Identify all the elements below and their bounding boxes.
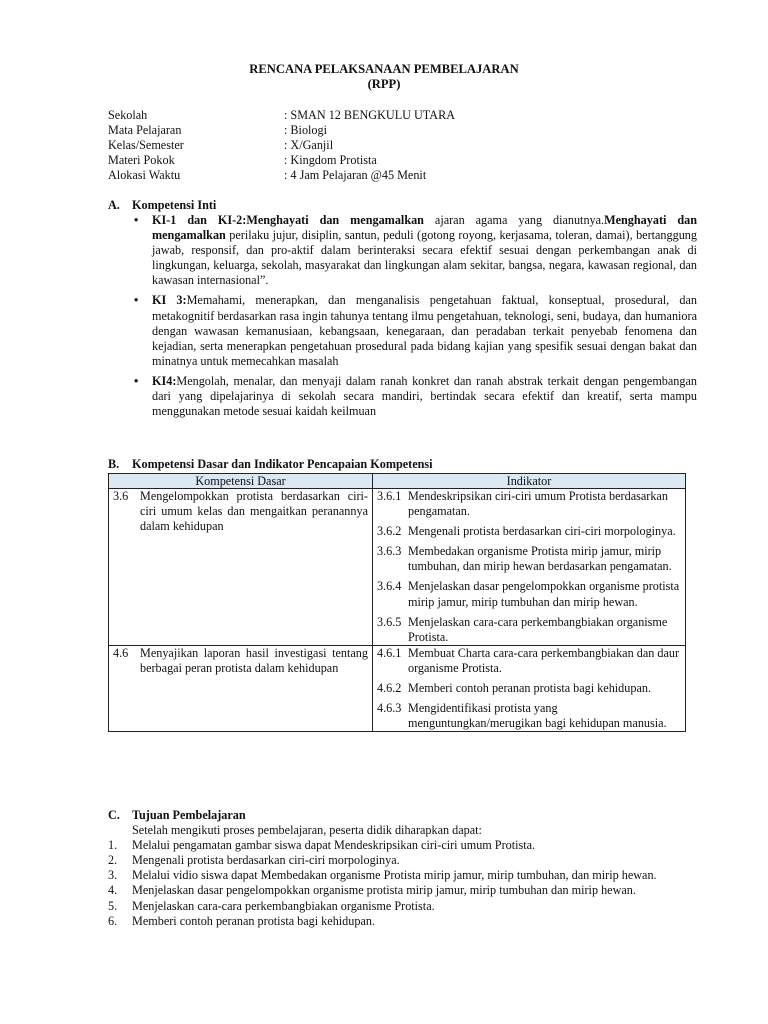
- section-b-heading: [108, 457, 433, 472]
- indicator-item: [377, 681, 681, 696]
- list-text: Melalui vidio siswa dapat Membedakan organisme Protista mirip jamur, mirip tumbuhan, dan mirip hewan.: [132, 868, 657, 883]
- ki-item-4: [134, 373, 697, 419]
- indicator-item: [377, 701, 681, 731]
- indicator-text: Mendeskripsikan ciri-ciri umum Protista berdasarkan pengamatan.: [408, 489, 668, 519]
- info-label: Materi Pokok: [108, 153, 175, 168]
- list-text: Menjelaskan dasar pengelompokkan organisme protista mirip jamur, mirip tumbuhan dan mirip hewan.: [132, 883, 636, 898]
- table-row: [109, 645, 686, 731]
- indicator-number: 3.6.2: [377, 524, 402, 539]
- info-label: Alokasi Waktu: [108, 168, 181, 183]
- info-row: [108, 138, 455, 153]
- list-item: [108, 838, 698, 853]
- list-item: [108, 853, 698, 868]
- indicator-number: 3.6.1: [377, 489, 402, 503]
- kd-text: Menyajikan laporan hasil investigasi tentang berbagai peran protista dalam kehidupan: [140, 645, 368, 675]
- indicator-text: Membedakan organisme Protista mirip jamur, mirip tumbuhan, dan mirip hewan berdasarkan pengamatan.: [408, 544, 672, 574]
- info-value: : X/Ganjil: [284, 138, 334, 153]
- indicator-number: 4.6.3: [377, 701, 402, 716]
- indicator-text: Menjelaskan cara-cara perkembangbiakan organisme Protista.: [408, 614, 668, 644]
- list-text: Mengenali protista berdasarkan ciri-ciri morpologinya.: [132, 853, 400, 868]
- kd-indicator-table: [108, 473, 686, 732]
- indicator-number: 3.6.5: [377, 614, 402, 629]
- list-text: Melalui pengamatan gambar siswa dapat Mendeskripsikan ciri-ciri umum Protista.: [132, 838, 536, 853]
- ki3-label: KI 3:: [152, 293, 187, 308]
- ki4-text: Mengolah, menalar, dan menyaji dalam ranah konkret dan ranah abstrak terkait dengan pengembangan dari yang dipelajarinya di sekolah secara mandiri, bertindak secara efektif dan kreatif, serta mampu menggunakan metode sesuai kaidah keilmuan: [152, 373, 697, 419]
- list-item: [108, 914, 698, 929]
- indicator-item: [377, 489, 681, 519]
- bullet-icon: •: [134, 373, 139, 388]
- indicator-text: Membuat Charta cara-cara perkembangbiakan dan daur organisme Protista.: [408, 645, 680, 675]
- indicator-number: 3.6.4: [377, 579, 402, 594]
- info-row: [108, 123, 455, 138]
- info-row: [108, 153, 455, 168]
- ki12-emphasis: Menghayati dan mengamalkan: [152, 213, 697, 243]
- ki12-text-cont: perilaku jujur, disiplin, santun, peduli (gotong royong, kerjasama, toleran, damai), bertanggung jawab, responsif, dan pro-aktif dalam berinteraksi secara efektif sesuai dengan perkembangan anak di lingkungan, keluarga, sekolah, masyarakat dan lingkungan alam sekitar, bangsa, negara, kawasan regional, dan kawasan internasional”.: [152, 228, 697, 288]
- column-header: Kompetensi Dasar: [109, 474, 373, 489]
- list-number: 3.: [108, 868, 118, 883]
- document-subtitle: (RPP): [367, 77, 401, 91]
- ki3-text: Memahami, menerapkan, dan menganalisis pengetahuan faktual, konseptual, prosedural, dan metakognitif berdasarkan rasa ingin tahunya tentang ilmu pengetahuan, teknologi, seni, budaya, dan humaniora dengan wawasan kemanusiaan, kebangsaan, kenegaraan, dan peradaban terkait penyebab fenomena dan kejadian, serta menerapkan pengetahuan prosedural pada bidang kajian yang spesifik sesuai dengan bakat dan minatnya untuk memecahkan masalah: [152, 293, 697, 368]
- info-row: [108, 168, 455, 183]
- column-header: Indikator: [373, 474, 686, 489]
- info-row: [108, 108, 455, 123]
- ki12-label: KI-1 dan KI-2:Menghayati dan mengamalkan: [152, 213, 424, 227]
- section-title: Kompetensi Dasar dan Indikator Pencapaian Kompetensi: [132, 457, 433, 471]
- indicator-item: [377, 615, 681, 645]
- document-title: RENCANA PELAKSANAAN PEMBELAJARAN: [249, 62, 519, 76]
- list-item: [108, 883, 698, 898]
- section-letter: C.: [108, 808, 120, 822]
- info-value: : SMAN 12 BENGKULU UTARA: [284, 108, 456, 122]
- kd-item: [113, 646, 368, 676]
- list-item: [108, 899, 698, 914]
- kd-text: Mengelompokkan protista berdasarkan ciri-ciri umum kelas dan mengaitkan peranannya dalam kehidupan: [140, 489, 368, 534]
- list-number: 6.: [108, 913, 118, 928]
- indicator-cell: [373, 489, 686, 646]
- indicator-text: Mengidentifikasi protista yang menguntungkan/merugikan bagi kehidupan manusia.: [408, 701, 667, 731]
- section-title: Kompetensi Inti: [132, 198, 217, 212]
- indicator-item: [377, 579, 681, 609]
- indicator-text: Mengenali protista berdasarkan ciri-ciri morpologinya.: [408, 524, 676, 539]
- indicator-text: Memberi contoh peranan protista bagi kehidupan.: [408, 681, 652, 696]
- indicator-number: 4.6.1: [377, 645, 402, 660]
- ki-item-3: [134, 293, 697, 368]
- indicator-number: 4.6.2: [377, 681, 402, 696]
- indicator-item: [377, 544, 681, 574]
- ki4-label: KI4:: [152, 373, 177, 388]
- info-label: Sekolah: [108, 108, 148, 122]
- kd-cell: [109, 645, 373, 731]
- section-letter: B.: [108, 457, 120, 471]
- list-number: 1.: [108, 838, 118, 853]
- section-title: Tujuan Pembelajaran: [132, 808, 246, 822]
- indicator-item: [377, 524, 681, 539]
- list-number: 2.: [108, 853, 118, 868]
- info-label: Kelas/Semester: [108, 138, 184, 153]
- info-label: Mata Pelajaran: [108, 123, 182, 138]
- kd-number: 3.6: [113, 489, 129, 503]
- list-number: 4.: [108, 883, 118, 898]
- info-value: : Kingdom Protista: [284, 153, 377, 168]
- kd-item: [113, 489, 368, 534]
- tujuan-intro: Setelah mengikuti proses pembelajaran, peserta didik diharapkan dapat:: [132, 823, 482, 838]
- indicator-cell: [373, 645, 686, 731]
- indicator-item: [377, 646, 681, 676]
- table-row: [109, 489, 686, 646]
- list-item: [108, 868, 698, 883]
- info-value: : 4 Jam Pelajaran @45 Menit: [284, 168, 427, 183]
- list-text: Memberi contoh peranan protista bagi kehidupan.: [132, 913, 376, 928]
- info-value: : Biologi: [284, 123, 328, 138]
- kompetensi-inti-list: [134, 213, 697, 419]
- list-text: Menjelaskan cara-cara perkembangbiakan organisme Protista.: [132, 898, 435, 913]
- section-c-heading: [108, 808, 698, 823]
- kd-cell: [109, 489, 373, 646]
- section-letter: A.: [108, 198, 120, 212]
- bullet-icon: •: [134, 293, 139, 308]
- indicator-number: 3.6.3: [377, 544, 402, 559]
- ki12-text: ajaran agama yang dianutnya.: [423, 213, 605, 227]
- kd-number: 4.6: [113, 645, 129, 660]
- section-c: [108, 808, 698, 929]
- section-a-heading: [108, 198, 216, 213]
- list-number: 5.: [108, 898, 118, 913]
- table-header-row: [109, 474, 686, 489]
- bullet-icon: •: [134, 213, 139, 227]
- identity-block: [108, 108, 455, 183]
- ki-item-1-2: [134, 213, 697, 288]
- indicator-text: Menjelaskan dasar pengelompokkan organisme protista mirip jamur, mirip tumbuhan dan mirip hewan.: [408, 579, 680, 609]
